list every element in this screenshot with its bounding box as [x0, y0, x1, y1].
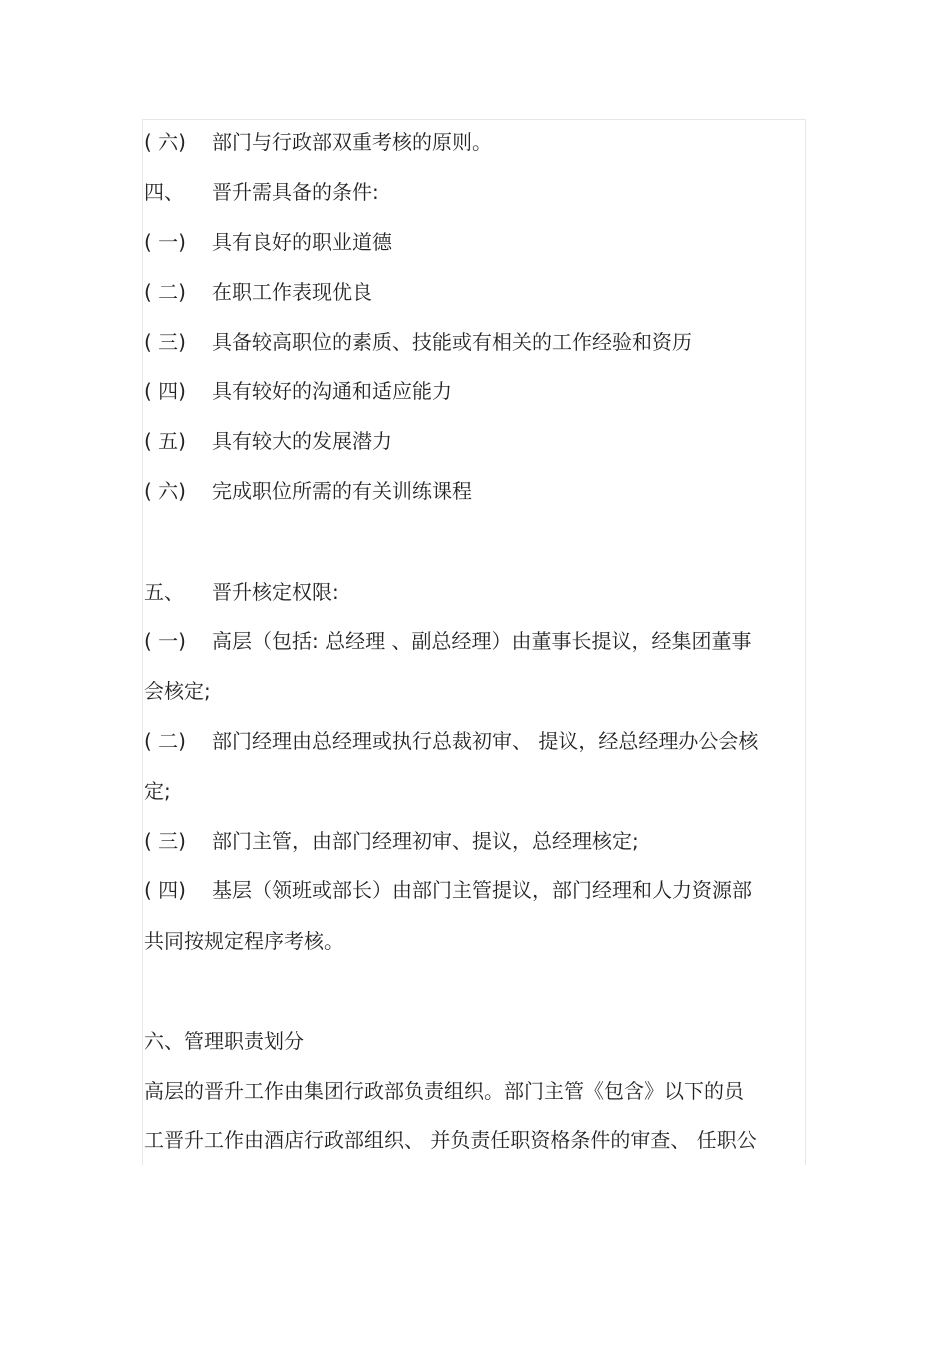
authority-4-cont [144, 926, 344, 956]
list-marker: ( 三) [144, 829, 186, 853]
line-text: 高层的晋升工作由集团行政部负责组织。部门主管《包含》以下的员 [144, 1079, 744, 1103]
list-marker: ( 二) [144, 280, 186, 304]
line-text: 在职工作表现优良 [212, 280, 372, 304]
line-text: 具有良好的职业道德 [212, 230, 392, 254]
line-text: 具有较大的发展潜力 [212, 429, 392, 453]
paragraph-line-1 [144, 1076, 744, 1106]
list-marker: ( 六) [144, 130, 186, 154]
list-marker: ( 四) [144, 379, 186, 403]
section-6-heading [144, 1026, 304, 1056]
authority-1-cont [144, 676, 211, 706]
line-text: 工晋升工作由酒店行政部组织、 并负责任职资格条件的审查、 任职公 [144, 1128, 757, 1152]
line-text: 部门与行政部双重考核的原则。 [212, 130, 492, 154]
line-text: 部门主管，由部门经理初审、提议，总经理核定; [212, 829, 639, 853]
condition-5 [144, 426, 392, 456]
paragraph-line-2 [144, 1125, 757, 1155]
condition-2 [144, 277, 372, 307]
authority-2 [144, 726, 758, 756]
list-marker: ( 一) [144, 230, 186, 254]
condition-6 [144, 476, 472, 506]
section-title: 六、管理职责划分 [144, 1029, 304, 1053]
line-text: 具有较好的沟通和适应能力 [212, 379, 452, 403]
list-marker: ( 三) [144, 330, 186, 354]
section-marker: 四、 [144, 180, 184, 204]
section-marker: 五、 [144, 580, 184, 604]
list-marker: ( 二) [144, 729, 186, 753]
line-text: 具备较高职位的素质、技能或有相关的工作经验和资历 [212, 330, 692, 354]
line-text: 部门经理由总经理或执行总裁初审、 提议，经总经理办公会核 [212, 729, 759, 753]
authority-4 [144, 875, 752, 905]
section-title: 晋升需具备的条件: [212, 180, 379, 204]
list-marker: ( 五) [144, 429, 186, 453]
item-6-dual-review [144, 127, 492, 157]
line-text: 定; [144, 779, 171, 803]
line-text: 基层（领班或部长）由部门主管提议，部门经理和人力资源部 [212, 878, 752, 902]
authority-1 [144, 626, 751, 656]
line-text: 共同按规定程序考核。 [144, 929, 344, 953]
condition-4 [144, 376, 452, 406]
authority-3 [144, 826, 639, 856]
condition-1 [144, 227, 392, 257]
list-marker: ( 一) [144, 629, 186, 653]
condition-3 [144, 327, 692, 357]
section-title: 晋升核定权限: [212, 580, 339, 604]
section-4-heading [144, 177, 379, 207]
list-marker: ( 六) [144, 479, 186, 503]
authority-2-cont [144, 776, 171, 806]
line-text: 会核定; [144, 679, 211, 703]
line-text: 完成职位所需的有关训练课程 [212, 479, 472, 503]
list-marker: ( 四) [144, 878, 186, 902]
line-text: 高层（包括: 总经理 、副总经理）由董事长提议，经集团董事 [212, 629, 752, 653]
section-5-heading [144, 577, 339, 607]
